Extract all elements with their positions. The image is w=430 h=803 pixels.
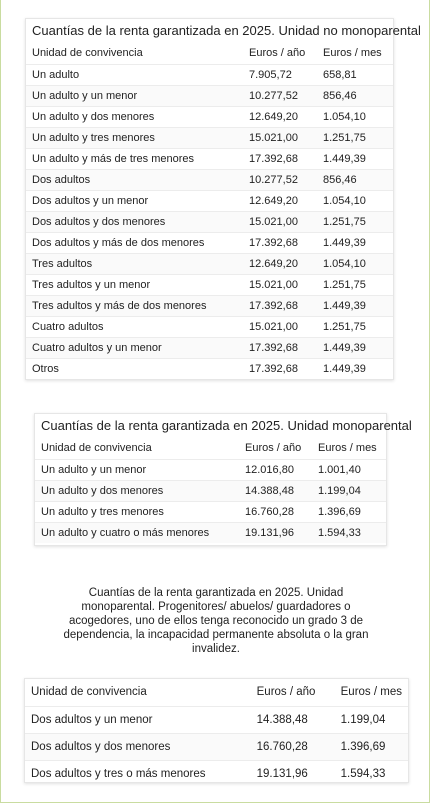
unit-cell: Dos adultos y un menor [25, 706, 251, 733]
unit-cell: Dos adultos y más de dos menores [26, 232, 243, 253]
annual-amount-cell: 12.649,20 [243, 106, 317, 127]
table-header-row [35, 438, 386, 459]
unit-cell: Un adulto y tres menores [26, 127, 243, 148]
table-row [25, 706, 408, 733]
monthly-amount-cell: 1.251,75 [317, 211, 393, 232]
unit-cell: Cuatro adultos y un menor [26, 337, 243, 358]
annual-amount-cell: 10.277,52 [243, 169, 317, 190]
monthly-amount-cell: 1.594,33 [312, 522, 386, 543]
unit-cell: Tres adultos y un menor [26, 274, 243, 295]
table-row [26, 274, 393, 295]
monthly-amount-cell: 856,46 [317, 169, 393, 190]
table-row [26, 190, 393, 211]
table-card-monoparental-dependencia [24, 678, 409, 783]
table-row [25, 733, 408, 760]
annual-amount-cell: 15.021,00 [243, 316, 317, 337]
annual-amount-cell: 17.392,68 [243, 232, 317, 253]
table-row [26, 127, 393, 148]
table-title: Cuantías de la renta garantizada en 2025. Unidad monoparental. Progenitores/ abuelos/ guardadores o acogedores, uno de ellos tenga reconocido un grado 3 de dependencia, la incapacidad permanente absoluta o la gran invalidez. [63, 587, 369, 655]
column-header: Euros / mes [340, 686, 402, 699]
data-table [25, 679, 408, 787]
column-header: Euros / mes [323, 47, 382, 60]
table-row [26, 85, 393, 106]
unit-cell: Un adulto y dos menores [26, 106, 243, 127]
table-title: Cuantías de la renta garantizada en 2025. Unidad no monoparental [32, 23, 421, 38]
table-row [25, 760, 408, 787]
monthly-amount-cell: 1.449,39 [317, 295, 393, 316]
table-row [35, 501, 386, 522]
monthly-amount-cell: 1.251,75 [317, 127, 393, 148]
table-row [35, 459, 386, 480]
table-row [26, 148, 393, 169]
table-row [26, 106, 393, 127]
table-row [35, 522, 386, 543]
table-header-row [26, 43, 393, 64]
monthly-amount-cell: 1.199,04 [335, 706, 408, 733]
monthly-amount-cell: 1.396,69 [312, 501, 386, 522]
monthly-amount-cell: 856,46 [317, 85, 393, 106]
table-row [26, 316, 393, 337]
monthly-amount-cell: 1.594,33 [335, 760, 408, 787]
unit-cell: Un adulto y cuatro o más menores [35, 522, 239, 543]
monthly-amount-cell: 1.001,40 [312, 459, 386, 480]
unit-cell: Dos adultos y un menor [26, 190, 243, 211]
unit-cell: Tres adultos y más de dos menores [26, 295, 243, 316]
annual-amount-cell: 14.388,48 [251, 706, 335, 733]
unit-cell: Cuatro adultos [26, 316, 243, 337]
annual-amount-cell: 19.131,96 [251, 760, 335, 787]
annual-amount-cell: 15.021,00 [243, 211, 317, 232]
unit-cell: Un adulto y más de tres menores [26, 148, 243, 169]
column-header: Euros / año [245, 442, 302, 455]
annual-amount-cell: 10.277,52 [243, 85, 317, 106]
table-card-no-monoparental [25, 18, 421, 380]
data-table [26, 43, 393, 379]
annual-amount-cell: 16.760,28 [251, 733, 335, 760]
unit-cell: Dos adultos y dos menores [25, 733, 251, 760]
table-title: Cuantías de la renta garantizada en 2025. Unidad monoparental [41, 418, 412, 433]
monthly-amount-cell: 658,81 [317, 64, 393, 85]
monthly-amount-cell: 1.251,75 [317, 316, 393, 337]
unit-cell: Un adulto [26, 64, 243, 85]
annual-amount-cell: 17.392,68 [243, 295, 317, 316]
annual-amount-cell: 15.021,00 [243, 274, 317, 295]
annual-amount-cell: 14.388,48 [239, 480, 312, 501]
monthly-amount-cell: 1.251,75 [317, 274, 393, 295]
annual-amount-cell: 12.649,20 [243, 253, 317, 274]
column-header: Unidad de convivencia [41, 442, 152, 455]
table-row [26, 295, 393, 316]
column-header: Euros / año [256, 686, 316, 699]
table-row [26, 253, 393, 274]
unit-cell: Otros [26, 358, 243, 379]
annual-amount-cell: 17.392,68 [243, 337, 317, 358]
unit-cell: Un adulto y dos menores [35, 480, 239, 501]
table-header-row [25, 679, 408, 706]
unit-cell: Dos adultos [26, 169, 243, 190]
table-row [26, 211, 393, 232]
table-card-monoparental [34, 413, 412, 546]
monthly-amount-cell: 1.449,39 [317, 232, 393, 253]
monthly-amount-cell: 1.449,39 [317, 358, 393, 379]
monthly-amount-cell: 1.054,10 [317, 106, 393, 127]
unit-cell: Dos adultos y dos menores [26, 211, 243, 232]
annual-amount-cell: 16.760,28 [239, 501, 312, 522]
column-header: Unidad de convivencia [32, 47, 143, 60]
annual-amount-cell: 15.021,00 [243, 127, 317, 148]
unit-cell: Un adulto y tres menores [35, 501, 239, 522]
table-row [26, 337, 393, 358]
annual-amount-cell: 7.905,72 [243, 64, 317, 85]
annual-amount-cell: 12.649,20 [243, 190, 317, 211]
data-table [35, 438, 386, 543]
table-row [26, 64, 393, 85]
monthly-amount-cell: 1.396,69 [335, 733, 408, 760]
column-header: Euros / año [249, 47, 306, 60]
monthly-amount-cell: 1.054,10 [317, 190, 393, 211]
column-header: Euros / mes [318, 442, 377, 455]
table-row [26, 169, 393, 190]
annual-amount-cell: 12.016,80 [239, 459, 312, 480]
unit-cell: Dos adultos y tres o más menores [25, 760, 251, 787]
annual-amount-cell: 17.392,68 [243, 358, 317, 379]
unit-cell: Un adulto y un menor [35, 459, 239, 480]
unit-cell: Un adulto y un menor [26, 85, 243, 106]
column-header: Unidad de convivencia [31, 686, 147, 699]
table-row [35, 480, 386, 501]
monthly-amount-cell: 1.449,39 [317, 148, 393, 169]
table-row [26, 232, 393, 253]
annual-amount-cell: 17.392,68 [243, 148, 317, 169]
annual-amount-cell: 19.131,96 [239, 522, 312, 543]
unit-cell: Tres adultos [26, 253, 243, 274]
monthly-amount-cell: 1.449,39 [317, 337, 393, 358]
monthly-amount-cell: 1.199,04 [312, 480, 386, 501]
monthly-amount-cell: 1.054,10 [317, 253, 393, 274]
table-row [26, 358, 393, 379]
